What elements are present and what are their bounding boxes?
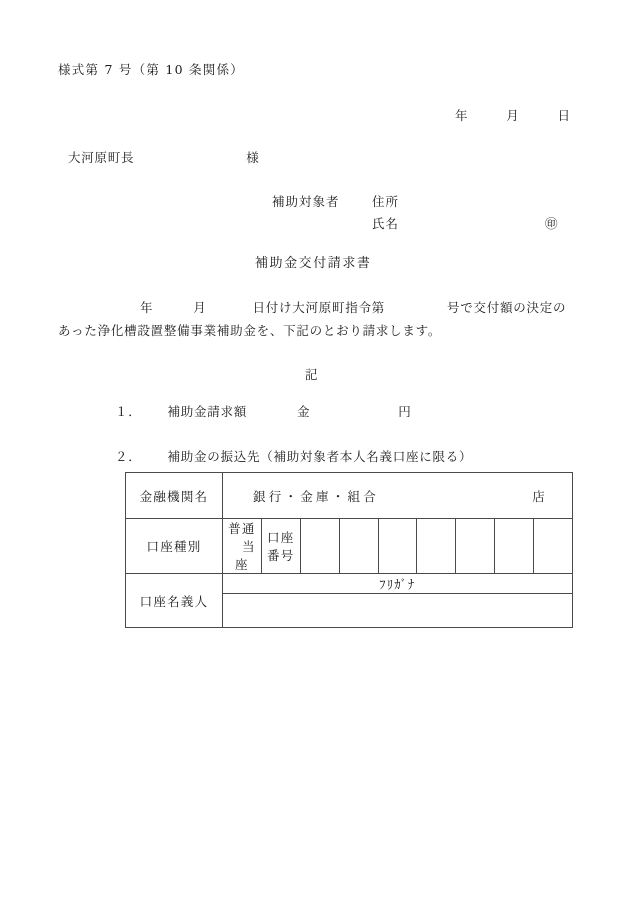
account-number-digit-5[interactable]: [456, 519, 495, 574]
table-row-institution: [126, 473, 573, 519]
table-row-account: [126, 519, 573, 574]
item-1: [115, 404, 412, 420]
holder-name-field[interactable]: [223, 594, 573, 628]
seal-mark-icon: ㊞: [545, 216, 559, 231]
date-year-label: 年: [455, 108, 469, 123]
addressee-name: 大河原町長: [68, 150, 135, 165]
date-month-label: 月: [506, 108, 520, 123]
body-year-label: 年: [140, 300, 154, 315]
applicant-label: 補助対象者: [272, 194, 340, 209]
table-row-furigana: [126, 574, 573, 594]
body-order-text: 日付け大河原町指令第: [252, 300, 386, 315]
form-number: 様式第 7 号（第 10 条関係）: [58, 62, 245, 77]
institution-label-cell: 金融機関名: [126, 473, 223, 519]
item-1-amount-label: 金: [297, 404, 311, 419]
ki-mark: 記: [305, 367, 319, 382]
item-1-number: １．: [115, 404, 142, 419]
bank-transfer-table: [125, 472, 573, 628]
account-number-digit-6[interactable]: [495, 519, 534, 574]
item-1-unit-label: 円: [398, 404, 412, 419]
account-number-digit-1[interactable]: [300, 519, 339, 574]
body-paragraph-line1: [140, 300, 566, 316]
account-type-current[interactable]: 当座: [235, 539, 256, 572]
applicant-address-label: 住所: [372, 194, 400, 209]
institution-value-cell[interactable]: [223, 473, 573, 519]
account-type-ordinary[interactable]: 普通: [228, 521, 256, 536]
applicant-name-label: 氏名: [372, 216, 400, 231]
holder-label-cell: 口座名義人: [126, 574, 223, 628]
account-type-options-cell[interactable]: [223, 519, 262, 574]
item-2-label: 補助金の振込先（補助対象者本人名義口座に限る）: [167, 449, 473, 464]
body-order-suffix: 号で交付額の決定の: [447, 300, 567, 315]
institution-branch-label: 店: [532, 488, 546, 504]
addressee: [68, 150, 260, 166]
body-month-label: 月: [193, 300, 207, 315]
account-number-label-cell: 口座番号: [261, 519, 300, 574]
date-day-label: 日: [557, 108, 571, 123]
account-number-digit-7[interactable]: [534, 519, 573, 574]
item-2: [115, 449, 472, 465]
item-1-label: 補助金請求額: [167, 404, 248, 419]
date-line: [455, 108, 571, 124]
account-number-digit-2[interactable]: [339, 519, 378, 574]
page-title: 補助金交付請求書: [255, 256, 372, 271]
institution-kinds-label: 銀行・金庫・組合: [253, 488, 380, 504]
furigana-field[interactable]: ﾌﾘｶﾞﾅ: [223, 574, 573, 594]
account-number-digit-4[interactable]: [417, 519, 456, 574]
item-2-number: ２．: [115, 449, 142, 464]
body-paragraph-line2: あった浄化槽設置整備事業補助金を、下記のとおり請求します。: [58, 323, 442, 338]
account-type-label-cell: 口座種別: [126, 519, 223, 574]
addressee-honorific: 様: [246, 150, 260, 165]
account-number-digit-3[interactable]: [378, 519, 417, 574]
